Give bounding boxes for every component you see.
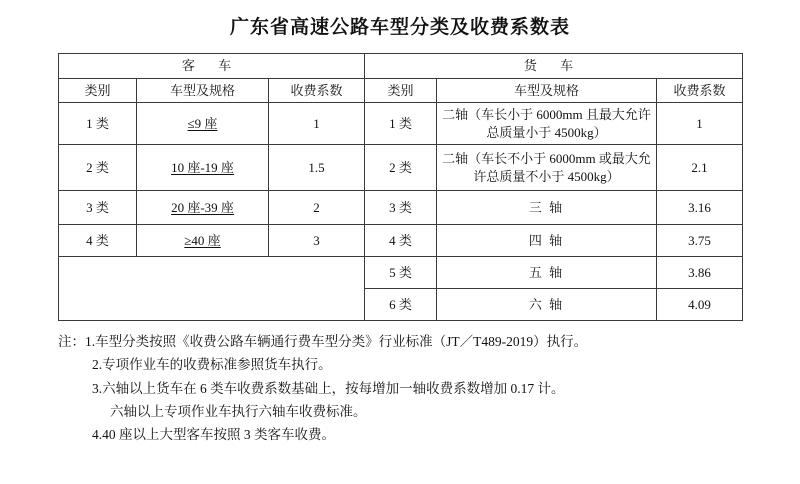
passenger-coef-2: 1.5 xyxy=(269,145,365,191)
col-header-freight-category: 类别 xyxy=(365,78,437,103)
vehicle-fee-table xyxy=(58,53,743,321)
col-header-freight-coef: 收费系数 xyxy=(657,78,743,103)
table-column-header-row xyxy=(59,78,743,103)
table-row xyxy=(59,145,743,191)
passenger-category-2: 2 类 xyxy=(59,145,137,191)
freight-coef-2: 2.1 xyxy=(657,145,743,191)
col-header-freight-spec: 车型及规格 xyxy=(437,78,657,103)
freight-spec-5: 五 轴 xyxy=(437,257,657,289)
freight-coef-3: 3.16 xyxy=(657,191,743,225)
freight-category-6: 6 类 xyxy=(365,289,437,321)
group-header-freight: 货 车 xyxy=(365,54,743,79)
passenger-spec-1: ≤9 座 xyxy=(187,115,218,131)
passenger-coef-3: 2 xyxy=(269,191,365,225)
passenger-spec-4: ≥40 座 xyxy=(184,232,221,248)
passenger-coef-1: 1 xyxy=(269,103,365,145)
freight-spec-6: 六 轴 xyxy=(437,289,657,321)
group-header-passenger: 客 车 xyxy=(59,54,365,79)
passenger-category-3: 3 类 xyxy=(59,191,137,225)
freight-coef-4: 3.75 xyxy=(657,225,743,257)
col-header-passenger-category: 类别 xyxy=(59,78,137,103)
freight-category-2: 2 类 xyxy=(365,145,437,191)
notes-block xyxy=(58,330,742,446)
note-line-5: 4.40 座以上大型客车按照 3 类客车收费。 xyxy=(92,427,335,443)
table-row xyxy=(59,225,743,257)
freight-coef-1: 1 xyxy=(657,103,743,145)
note-line-3: 3.六轴以上货车在 6 类车收费系数基础上，按每增加一轴收费系数增加 0.17 计。 xyxy=(92,380,565,396)
freight-category-1: 1 类 xyxy=(365,103,437,145)
freight-spec-2: 二轴（车长不小于 6000mm 或最大允许总质量不小于 4500kg） xyxy=(437,145,657,191)
table-row xyxy=(59,257,743,289)
freight-coef-5: 3.86 xyxy=(657,257,743,289)
freight-spec-3: 三 轴 xyxy=(437,191,657,225)
passenger-empty-cell xyxy=(59,257,365,321)
table-group-header-row xyxy=(59,54,743,79)
col-header-passenger-coef: 收费系数 xyxy=(269,78,365,103)
fee-table-container xyxy=(58,53,742,321)
table-row xyxy=(59,103,743,145)
note-text-1: 1.车型分类按照《收费公路车辆通行费车型分类》行业标准（JT／T489-2019）执行。 xyxy=(85,334,588,350)
note-line-4: 六轴以上专项作业车执行六轴车收费标准。 xyxy=(110,403,367,419)
col-header-passenger-spec: 车型及规格 xyxy=(137,78,269,103)
passenger-spec-2: 10 座-19 座 xyxy=(171,159,234,175)
page-title: 广东省高速公路车型分类及收费系数表 xyxy=(229,17,570,38)
passenger-coef-4: 3 xyxy=(269,225,365,257)
freight-spec-4: 四 轴 xyxy=(437,225,657,257)
passenger-category-1: 1 类 xyxy=(59,103,137,145)
freight-category-3: 3 类 xyxy=(365,191,437,225)
passenger-spec-3: 20 座-39 座 xyxy=(171,199,234,215)
freight-category-4: 4 类 xyxy=(365,225,437,257)
note-line-1 xyxy=(58,330,742,353)
passenger-category-4: 4 类 xyxy=(59,225,137,257)
note-line-2: 2.专项作业车的收费标准参照货车执行。 xyxy=(92,357,332,373)
freight-coef-6: 4.09 xyxy=(657,289,743,321)
freight-category-5: 5 类 xyxy=(365,257,437,289)
freight-spec-1: 二轴（车长小于 6000mm 且最大允许总质量小于 4500kg） xyxy=(437,103,657,145)
notes-label: 注： xyxy=(58,334,85,350)
table-row xyxy=(59,191,743,225)
